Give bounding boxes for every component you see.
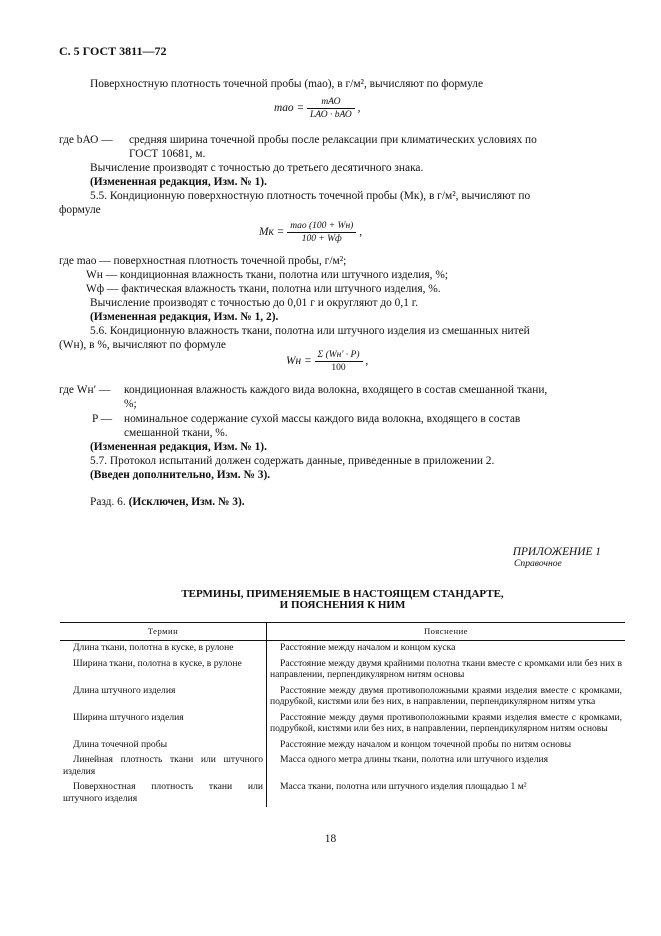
explanation-cell — [267, 753, 626, 780]
term-text: Ширина штучного изделия — [73, 711, 184, 723]
explanation-text: Расстояние между началом и концом точечной пробы по нитям основы — [280, 738, 572, 750]
page-header: С. 5 ГОСТ 3811—72 — [59, 44, 167, 58]
term-text: Ширина ткани, полотна в куске, в рулоне — [73, 657, 242, 669]
formula3-denominator: 100 — [331, 363, 346, 373]
clause-5-6-line1: 5.6. Кондиционную влажность ткани, полотна или штучного изделия из смешанных нитей — [90, 325, 530, 337]
formula2-denominator: 100 + Wф — [301, 234, 342, 244]
formula1-denominator: LАО · bАО — [310, 110, 352, 120]
formula2-fraction — [287, 221, 356, 244]
formula-conditioned-density — [259, 221, 362, 244]
formula1-lhs: mао = — [274, 102, 305, 115]
clause-5-5-line1: 5.5. Кондиционную поверхностную плотность точечной пробы (Mк), в г/м², вычисляют по — [90, 190, 531, 202]
column-header-term: Термин — [60, 623, 267, 641]
explanation-cell — [267, 657, 626, 684]
term-text: Поверхностная плотность ткани или штучного изделия — [63, 781, 263, 804]
where3-text-b: %; — [124, 398, 137, 410]
term-text: Длина штучного изделия — [73, 684, 176, 696]
formula3-fraction — [315, 350, 363, 373]
appendix-title-line1: ТЕРМИНЫ, ПРИМЕНЯЕМЫЕ В НАСТОЯЩЕМ СТАНДАРТЕ, — [181, 588, 504, 600]
where2-line2: Wн — кондиционная влажность ткани, полотна или штучного изделия, %; — [86, 269, 448, 281]
where1-text-b: ГОСТ 10681, м. — [129, 148, 206, 160]
calc-precision-1: Вычисление производят с точностью до третьего десятичного знака. — [90, 162, 424, 174]
where4-text-a: номинальное содержание сухой массы каждого вида волокна, входящего в состав — [124, 413, 521, 425]
formula3-numerator: Σ (Wн′ · P) — [315, 350, 363, 362]
formula1-numerator: mАО — [307, 97, 355, 109]
explanation-cell — [267, 780, 626, 807]
amendment-1: (Измененная редакция, Изм. № 1). — [90, 176, 267, 188]
table-row — [60, 657, 625, 684]
where1-text-a: средняя ширина точечной пробы после релаксации при климатических условиях по — [129, 134, 537, 146]
term-cell — [60, 641, 267, 657]
explanation-text: Расстояние между двумя противоположными краями изделия вместе с кромками, подрубкой, кистями или без них, в направлении, перпендикулярном нитям утка — [270, 684, 622, 707]
column-header-explanation: Пояснение — [267, 623, 626, 641]
formula2-lhs: Mк = — [259, 226, 285, 239]
term-cell — [60, 657, 267, 684]
formula3-tail: , — [365, 355, 369, 368]
table-row — [60, 684, 625, 711]
term-cell — [60, 711, 267, 738]
explanation-text: Масса ткани, полотна или штучного изделия площадью 1 м² — [280, 781, 527, 792]
clause-5-6-line2: (Wн), в %, вычисляют по формуле — [59, 339, 226, 351]
clause-5-5-line2: формуле — [59, 204, 101, 216]
amendment-2: (Измененная редакция, Изм. № 1, 2). — [90, 311, 279, 323]
appendix-label: ПРИЛОЖЕНИЕ 1 — [512, 546, 601, 558]
where3-symbol: где Wн′ — — [59, 384, 111, 396]
term-text: Длина точечной пробы — [73, 738, 168, 750]
formula1-tail: , — [357, 102, 361, 115]
where3-text-a: кондиционная влажность каждого вида волокна, входящего в состав смешанной ткани, — [124, 384, 548, 396]
table-row — [60, 738, 625, 754]
formula-conditioned-moisture — [286, 350, 368, 373]
explanation-text: Масса одного метра длины ткани, полотна или штучного изделия — [280, 754, 549, 765]
explanation-text: Расстояние между двумя крайними полотна ткани вместе с кромками или без них в направлении, перпендикулярном нитям основы — [270, 657, 622, 680]
surface-density-intro: Поверхностную плотность точечной пробы (mао), в г/м², вычисляют по формуле — [90, 78, 484, 90]
formula3-lhs: Wн = — [286, 355, 312, 368]
appendix-title-line2: И ПОЯСНЕНИЯ К НИМ — [279, 599, 406, 611]
page-number: 18 — [324, 833, 337, 845]
where2-line1: где mао — поверхностная плотность точечной пробы, г/м²; — [59, 255, 347, 267]
term-cell — [60, 684, 267, 711]
table-row — [60, 641, 625, 657]
appendix-sublabel: Справочное — [514, 558, 562, 569]
formula1-fraction — [307, 97, 355, 120]
section-6-status: (Исключен, Изм. № 3). — [128, 496, 245, 508]
where4-symbol: P — — [92, 413, 113, 425]
term-text: Линейная плотность ткани или штучного изделия — [63, 754, 263, 777]
where2-line3: Wф — фактическая влажность ткани, полотна или штучного изделия, %. — [86, 283, 441, 295]
formula2-numerator: mао (100 + Wн) — [287, 221, 356, 233]
table-row — [60, 753, 625, 780]
formula2-tail: , — [359, 226, 363, 239]
formula-surface-density — [274, 97, 361, 120]
explanation-text: Расстояние между двумя противоположными краями изделия вместе с кромками, подрубкой, кистями или без них, в направлении, перпендикулярном нитям основы — [270, 711, 622, 734]
term-cell — [60, 738, 267, 754]
explanation-cell — [267, 738, 626, 754]
term-cell — [60, 753, 267, 780]
explanation-text: Расстояние между началом и концом куска — [280, 642, 456, 653]
table-row — [60, 780, 625, 807]
calc-precision-2: Вычисление производят с точностью до 0,01 г и округляют до 0,1 г. — [90, 297, 419, 309]
clause-5-7: 5.7. Протокол испытаний должен содержать данные, приведенные в приложении 2. — [90, 455, 495, 467]
terms-table — [60, 622, 625, 807]
terms-table-header — [60, 623, 625, 641]
section-6-label: Разд. 6. — [90, 496, 126, 508]
section-6-note — [90, 495, 245, 509]
explanation-cell — [267, 641, 626, 657]
term-text: Длина ткани, полотна в куске, в рулоне — [73, 642, 234, 653]
amendment-3: (Измененная редакция, Изм. № 1). — [90, 441, 267, 453]
table-row — [60, 711, 625, 738]
explanation-cell — [267, 684, 626, 711]
explanation-cell — [267, 711, 626, 738]
amendment-4: (Введен дополнительно, Изм. № 3). — [90, 469, 271, 481]
where4-text-b: смешанной ткани, %. — [124, 427, 228, 439]
term-cell — [60, 780, 267, 807]
where1-symbol: где bАО — — [59, 134, 113, 146]
